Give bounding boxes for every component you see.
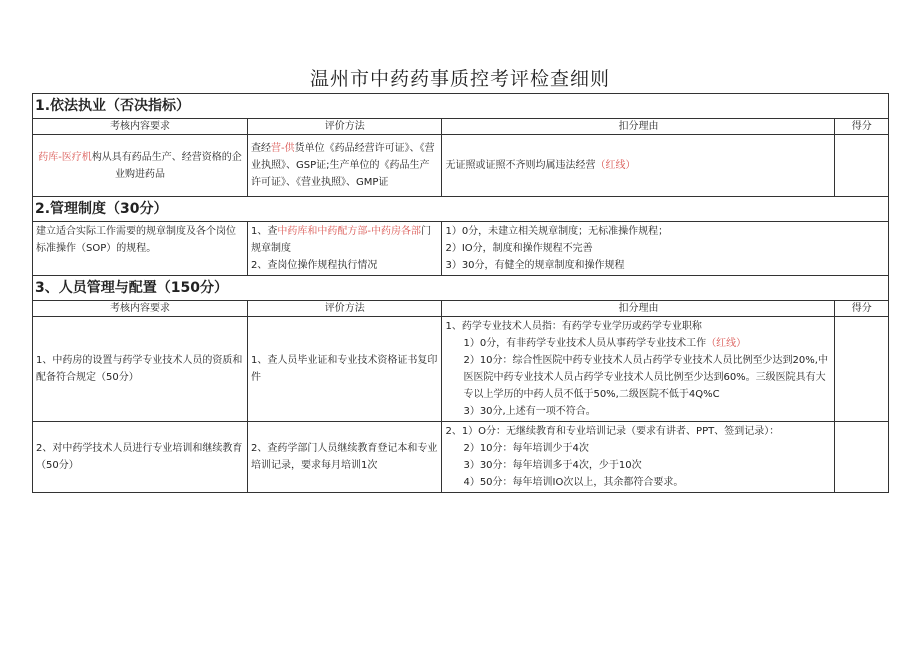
s3r2-method: 2、查药学部门人员继续教育登记本和专业培训记录，要求每月培训1次 xyxy=(248,422,442,493)
s3r2-deduction: 2、1）O分：无继续教育和专业培训记录（要求有讲者、PPT、签到记录）： 2）10分：每年培训少于4次 3）30分：每年培训多于4次，少于10次 4）50分：每年培训IO次以上，其余都符合要求。 xyxy=(442,422,835,493)
inspection-table xyxy=(32,93,889,493)
header-deduction: 扣分理由 xyxy=(442,301,835,317)
header-method: 评价方法 xyxy=(248,301,442,317)
s2-content: 建立适合实际工作需要的规章制度及各个岗位标准操作（SOP）的规程。 xyxy=(33,222,248,276)
s1-score[interactable] xyxy=(835,135,889,197)
header-content: 考核内容要求 xyxy=(33,301,248,317)
s2-deduction: 1）0分，未建立相关规章制度；无标准操作规程； 2）IO分，制度和操作规程不完善 3）30分，有健全的规章制度和操作规程 xyxy=(442,222,889,276)
header-deduction: 扣分理由 xyxy=(442,119,835,135)
s3r2-score[interactable] xyxy=(835,422,889,493)
s2-method: 1、查中药库和中药配方部-中药房各部门规章制度 2、查岗位操作规程执行情况 xyxy=(248,222,442,276)
s3r1-score[interactable] xyxy=(835,317,889,422)
section-heading-1: 1.依法执业（否决指标） xyxy=(33,94,889,119)
s3r1-deduction: 1、药学专业技术人员指：有药学专业学历或药学专业职称 1）0分，有非药学专业技术人员从事药学专业技术工作（红线） 2）10分：综合性医院中药专业技术人员占药学专业技术人员比例至少达到20%,中医医院中药专业技术人员占药学专业技术人员比例至少达到60%。三级医院具有大专以上学历的中药人员不低于50%,二级医院不低于4Q%C 3）30分,上述有一项不符合。 xyxy=(442,317,835,422)
header-score: 得分 xyxy=(835,119,889,135)
section-heading-2: 2.管理制度（30分） xyxy=(33,197,889,222)
section-heading-3: 3、人员管理与配置（150分） xyxy=(33,276,889,301)
s1-method: 查经营-供货单位《药品经营许可证》、《营业执照》、GSP证;生产单位的《药品生产许可证》、《营业执照》、GMP证 xyxy=(248,135,442,197)
s3r2-content: 2、对中药学技术人员进行专业培训和继续教育（50分） xyxy=(33,422,248,493)
s1-deduction: 无证照或证照不齐则均属违法经营（红线） xyxy=(442,135,835,197)
header-content: 考核内容要求 xyxy=(33,119,248,135)
s3r1-method: 1、查人员毕业证和专业技术资格证书复印件 xyxy=(248,317,442,422)
header-score: 得分 xyxy=(835,301,889,317)
page-title: 温州市中药药事质控考评检查细则 xyxy=(309,68,610,90)
s1-content: 药库-医疗机构从具有药品生产、经营资格的企业购进药品 xyxy=(33,135,248,197)
header-method: 评价方法 xyxy=(248,119,442,135)
s3r1-content: 1、中药房的设置与药学专业技术人员的资质和配备符合规定（50分） xyxy=(33,317,248,422)
